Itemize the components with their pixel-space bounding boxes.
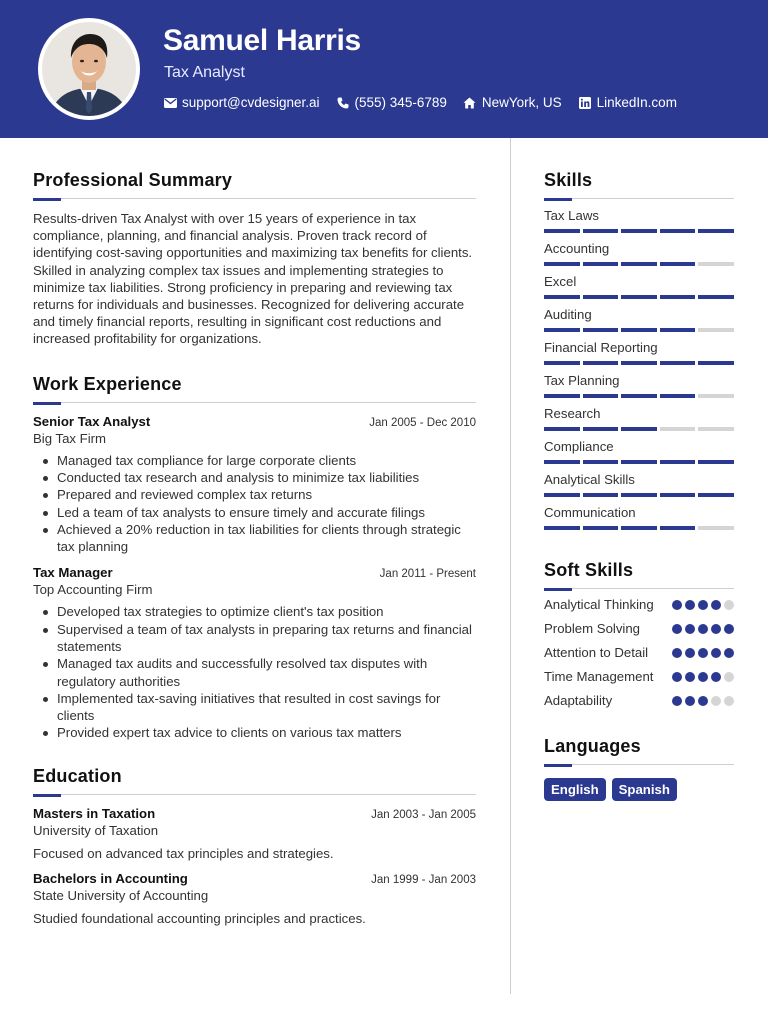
skill-item (544, 274, 734, 299)
job-title: Senior Tax Analyst (33, 413, 151, 429)
list-item: Conducted tax research and analysis to minimize tax liabilities (33, 469, 476, 486)
skill-level-segment (698, 493, 734, 497)
rating-dot (724, 648, 734, 658)
skill-level-bar (544, 460, 734, 464)
skill-level-segment (621, 262, 657, 266)
rating-dot (685, 672, 695, 682)
skills-heading: Skills (544, 170, 593, 190)
rating-dot (711, 696, 721, 706)
contact-phone[interactable] (336, 95, 447, 110)
list-item: Managed tax audits and successfully resolved tax disputes with regulatory authorities (33, 655, 476, 690)
soft-skills-list (544, 596, 734, 710)
job-entry (33, 414, 476, 556)
skill-level-segment (660, 328, 696, 332)
rating-dot (685, 648, 695, 658)
list-item: Provided expert tax advice to clients on various tax matters (33, 724, 476, 741)
skill-name: Tax Laws (544, 208, 599, 223)
soft-skill-name: Adaptability (544, 693, 613, 708)
education-heading: Education (33, 765, 122, 786)
skill-level-segment (544, 526, 580, 530)
list-item: Prepared and reviewed complex tax returns (33, 486, 476, 503)
skill-level-segment (698, 262, 734, 266)
contact-linkedin-text: LinkedIn.com (596, 95, 677, 110)
main-column (33, 170, 476, 926)
skill-level-segment (583, 394, 619, 398)
languages-heading: Languages (544, 736, 641, 756)
skill-level-segment (660, 229, 696, 233)
skill-name: Auditing (544, 307, 592, 322)
rating-dot (698, 624, 708, 634)
rating-dot (698, 696, 708, 706)
skill-name: Research (544, 406, 601, 421)
soft-skill-item (544, 596, 734, 614)
skill-level-segment (698, 460, 734, 464)
soft-skill-rating (672, 600, 734, 610)
phone-icon (336, 96, 350, 110)
candidate-role: Tax Analyst (164, 64, 245, 81)
rating-dot (724, 672, 734, 682)
rating-dot (724, 600, 734, 610)
degree-title: Bachelors in Accounting (33, 870, 188, 886)
rating-dot (672, 672, 682, 682)
soft-skill-item (544, 620, 734, 638)
rating-dot (724, 624, 734, 634)
skill-name: Compliance (544, 439, 614, 454)
soft-skill-item (544, 692, 734, 710)
soft-skill-item (544, 644, 734, 662)
skill-level-segment (621, 460, 657, 464)
skill-level-segment (583, 460, 619, 464)
skill-level-segment (660, 295, 696, 299)
skill-level-segment (621, 229, 657, 233)
skill-level-segment (583, 526, 619, 530)
skill-level-segment (660, 394, 696, 398)
skill-level-segment (583, 493, 619, 497)
contact-location-text: NewYork, US (481, 95, 562, 110)
skill-level-segment (698, 526, 734, 530)
skill-name: Tax Planning (544, 373, 620, 388)
list-item: Managed tax compliance for large corporate clients (33, 452, 476, 469)
contact-email[interactable] (163, 95, 320, 110)
rating-dot (672, 600, 682, 610)
education-entry (33, 871, 476, 926)
rating-dot (672, 648, 682, 658)
summary-text: Results-driven Tax Analyst with over 15 years of experience in tax compliance, planning, and financial analysis. Proven track record of identifying cost-saving opportunities and maximizing tax benefits for clients. Skilled in analyzing complex tax issues and implementing strategies to minimize tax liabilities. Strong proficiency in preparing and reviewing tax returns for individuals and businesses. Recognized for delivering accurate and timely financial reports, resulting in significant cost reductions and increased profitability for organizations. (33, 211, 473, 347)
skill-level-bar (544, 361, 734, 365)
contact-linkedin[interactable] (578, 95, 677, 110)
summary-heading: Professional Summary (33, 170, 233, 190)
education-description: Studied foundational accounting principles and practices. (33, 910, 366, 926)
skill-level-segment (544, 262, 580, 266)
skill-name: Analytical Skills (544, 472, 635, 487)
skill-name: Excel (544, 274, 577, 289)
experience-section (33, 374, 476, 742)
skill-level-segment (698, 427, 734, 431)
skill-level-segment (698, 394, 734, 398)
column-divider (510, 138, 511, 994)
skill-item (544, 472, 734, 497)
skill-level-segment (544, 460, 580, 464)
skill-level-segment (544, 295, 580, 299)
job-dates: Jan 2005 - Dec 2010 (369, 416, 476, 429)
skill-level-bar (544, 262, 734, 266)
rating-dot (711, 600, 721, 610)
job-bullets (33, 452, 476, 556)
school-name: University of Taxation (33, 822, 159, 838)
job-entry (33, 565, 476, 741)
languages-list (544, 778, 734, 801)
education-dates: Jan 1999 - Jan 2003 (371, 873, 476, 886)
soft-skill-item (544, 668, 734, 686)
rating-dot (711, 624, 721, 634)
section-rule (544, 764, 734, 766)
skill-level-segment (621, 427, 657, 431)
rating-dot (685, 696, 695, 706)
skill-name: Accounting (544, 241, 610, 256)
soft-skill-name: Time Management (544, 669, 654, 684)
skill-level-segment (583, 262, 619, 266)
skill-name: Communication (544, 505, 636, 520)
skill-level-segment (621, 328, 657, 332)
skill-level-segment (583, 229, 619, 233)
profile-photo (38, 18, 140, 120)
contact-email-text: support@cvdesigner.ai (182, 95, 320, 110)
skill-level-segment (698, 361, 734, 365)
skill-level-segment (660, 427, 696, 431)
rating-dot (698, 600, 708, 610)
contact-phone-text: (555) 345-6789 (354, 95, 447, 110)
list-item: Achieved a 20% reduction in tax liabilities for clients through strategic tax planning (33, 521, 476, 556)
side-column (544, 170, 734, 801)
linkedin-icon (578, 96, 592, 110)
skill-level-segment (583, 361, 619, 365)
experience-heading: Work Experience (33, 373, 182, 394)
rating-dot (672, 624, 682, 634)
skill-level-segment (583, 427, 619, 431)
rating-dot (672, 696, 682, 706)
skills-section (544, 170, 734, 530)
skill-level-segment (544, 361, 580, 365)
degree-title: Masters in Taxation (33, 805, 156, 821)
skill-level-bar (544, 229, 734, 233)
section-rule (33, 402, 476, 404)
section-rule (544, 588, 734, 590)
skill-level-segment (544, 394, 580, 398)
section-rule (544, 198, 734, 200)
rating-dot (685, 624, 695, 634)
job-bullets (33, 603, 476, 741)
rating-dot (711, 648, 721, 658)
language-badge: English (544, 778, 606, 801)
education-description: Focused on advanced tax principles and strategies. (33, 845, 334, 861)
skill-level-segment (660, 493, 696, 497)
skill-level-segment (660, 361, 696, 365)
skill-level-segment (621, 361, 657, 365)
skill-item (544, 208, 734, 233)
skill-item (544, 307, 734, 332)
skill-level-segment (660, 526, 696, 530)
education-section (33, 766, 476, 926)
skill-level-segment (621, 394, 657, 398)
soft-skill-name: Attention to Detail (544, 645, 649, 660)
soft-skill-rating (672, 696, 734, 706)
skill-level-segment (698, 229, 734, 233)
skill-level-bar (544, 394, 734, 398)
summary-section (33, 170, 476, 348)
candidate-name: Samuel Harris (163, 24, 361, 57)
list-item: Implemented tax-saving initiatives that resulted in cost savings for clients (33, 690, 476, 725)
resume-header (0, 0, 768, 138)
skill-item (544, 439, 734, 464)
education-entry (33, 806, 476, 861)
rating-dot (685, 600, 695, 610)
soft-skill-name: Analytical Thinking (544, 597, 654, 612)
skill-level-segment (621, 526, 657, 530)
skill-level-segment (544, 229, 580, 233)
contact-bar (163, 95, 693, 110)
skill-level-segment (544, 427, 580, 431)
list-item: Developed tax strategies to optimize client's tax position (33, 603, 476, 620)
skill-level-segment (621, 493, 657, 497)
language-badge: Spanish (612, 778, 677, 801)
skill-level-segment (583, 328, 619, 332)
rating-dot (698, 672, 708, 682)
soft-skill-name: Problem Solving (544, 621, 641, 636)
skill-level-segment (621, 295, 657, 299)
skill-item (544, 406, 734, 431)
job-company: Big Tax Firm (33, 430, 107, 446)
skill-level-bar (544, 328, 734, 332)
contact-location[interactable] (463, 95, 562, 110)
section-rule (33, 198, 476, 200)
skills-list (544, 208, 734, 530)
education-dates: Jan 2003 - Jan 2005 (371, 808, 476, 821)
skill-level-segment (698, 295, 734, 299)
job-company: Top Accounting Firm (33, 582, 153, 598)
rating-dot (711, 672, 721, 682)
soft-skills-section (544, 560, 734, 710)
skill-name: Financial Reporting (544, 340, 658, 355)
section-rule (33, 794, 476, 796)
skill-level-bar (544, 493, 734, 497)
skill-level-segment (698, 328, 734, 332)
skill-level-segment (544, 493, 580, 497)
skill-level-segment (660, 460, 696, 464)
envelope-icon (163, 96, 177, 110)
list-item: Led a team of tax analysts to ensure timely and accurate filings (33, 504, 476, 521)
job-dates: Jan 2011 - Present (379, 568, 476, 581)
rating-dot (698, 648, 708, 658)
home-icon (463, 96, 477, 110)
list-item: Supervised a team of tax analysts in preparing tax returns and financial statements (33, 621, 476, 656)
job-title: Tax Manager (33, 565, 113, 581)
soft-skills-heading: Soft Skills (544, 560, 634, 580)
skill-level-segment (544, 328, 580, 332)
school-name: State University of Accounting (33, 887, 209, 903)
skill-item (544, 373, 734, 398)
soft-skill-rating (672, 672, 734, 682)
skill-item (544, 241, 734, 266)
rating-dot (724, 696, 734, 706)
skill-level-segment (583, 295, 619, 299)
soft-skill-rating (672, 624, 734, 634)
skill-level-bar (544, 526, 734, 530)
skill-level-bar (544, 427, 734, 431)
skill-item (544, 340, 734, 365)
skill-level-segment (660, 262, 696, 266)
skill-level-bar (544, 295, 734, 299)
soft-skill-rating (672, 648, 734, 658)
languages-section (544, 736, 734, 801)
skill-item (544, 505, 734, 530)
